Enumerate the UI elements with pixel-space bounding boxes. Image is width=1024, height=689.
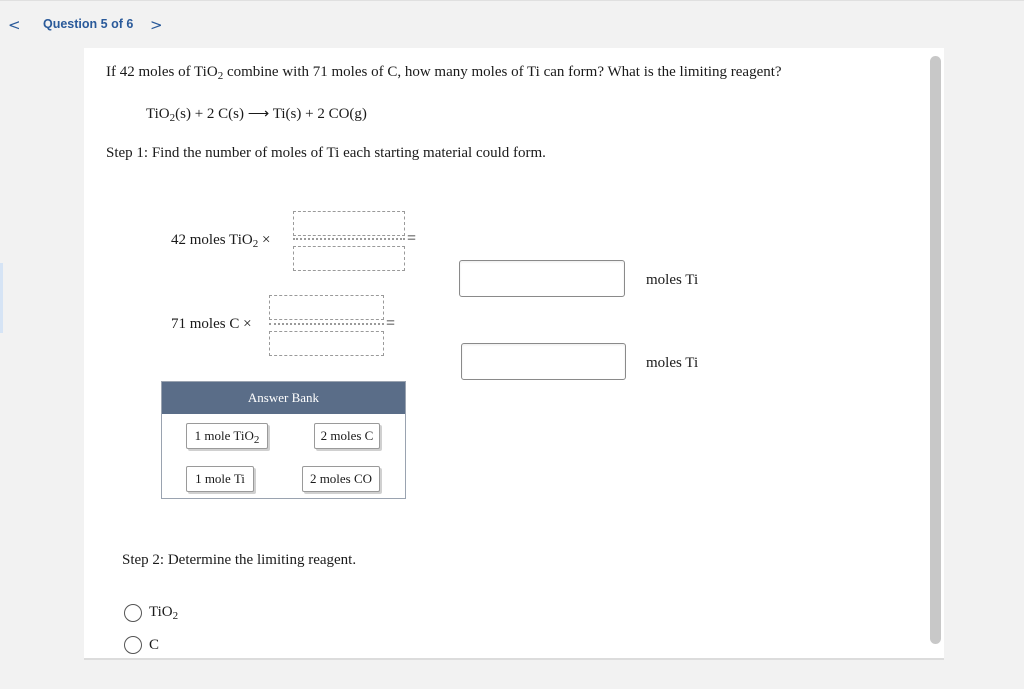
- question-nav-bar: [0, 0, 1024, 48]
- answer-tile-1-mole-tio2[interactable]: 1 mole TiO$_2$: [186, 423, 268, 449]
- row1-fraction-line: [293, 238, 405, 240]
- row2-label: 71 moles C ×: [171, 316, 252, 332]
- row1-denominator-dropzone[interactable]: [293, 246, 405, 271]
- question-text: If 42 moles of TiO$_2$ combine with 71 moles of C, how many moles of Ti can form? What is the limiting reagent?: [106, 64, 782, 82]
- step2-label: Step 2: Determine the limiting reagent.: [122, 552, 357, 568]
- answer-bank-title: Answer Bank: [162, 382, 405, 414]
- answer-tile-1-mole-ti[interactable]: 1 mole Ti: [186, 466, 254, 492]
- row1-unit-label: moles Ti: [646, 272, 699, 288]
- answer-tile-2-moles-co[interactable]: 2 moles CO: [302, 466, 380, 492]
- reaction-equation: TiO$_2$(s) + 2 C(s) ⟶ Ti(s) + 2 CO(g): [146, 106, 367, 124]
- radio-button-tio2[interactable]: [124, 604, 142, 622]
- row2-numerator-dropzone[interactable]: [269, 295, 384, 320]
- row2-equals-sign: =: [386, 315, 396, 332]
- left-accent-bar: [0, 263, 3, 333]
- answer-tile-2-moles-c[interactable]: 2 moles C: [314, 423, 380, 449]
- step1-label: Step 1: Find the number of moles of Ti each starting material could form.: [106, 145, 546, 161]
- radio-button-c[interactable]: [124, 636, 142, 654]
- row1-answer-input[interactable]: [459, 260, 625, 297]
- option-tio2[interactable]: [124, 604, 178, 622]
- next-question-icon[interactable]: >: [150, 16, 163, 34]
- option-c-label: C: [149, 636, 160, 653]
- row1-label: 42 moles TiO$_2$ ×: [171, 232, 271, 250]
- question-counter: Question 5 of 6: [43, 17, 134, 31]
- row2-unit-label: moles Ti: [646, 355, 699, 371]
- previous-question-icon[interactable]: <: [8, 16, 21, 34]
- answer-bank: [161, 381, 406, 499]
- row1-equals-sign: =: [407, 230, 417, 247]
- option-c[interactable]: [124, 636, 159, 654]
- scrollbar-thumb[interactable]: [930, 56, 941, 644]
- row1-numerator-dropzone[interactable]: [293, 211, 405, 236]
- row2-fraction-line: [269, 323, 384, 325]
- row2-answer-input[interactable]: [461, 343, 626, 380]
- row2-denominator-dropzone[interactable]: [269, 331, 384, 356]
- option-tio2-label: TiO$_2$: [149, 604, 179, 622]
